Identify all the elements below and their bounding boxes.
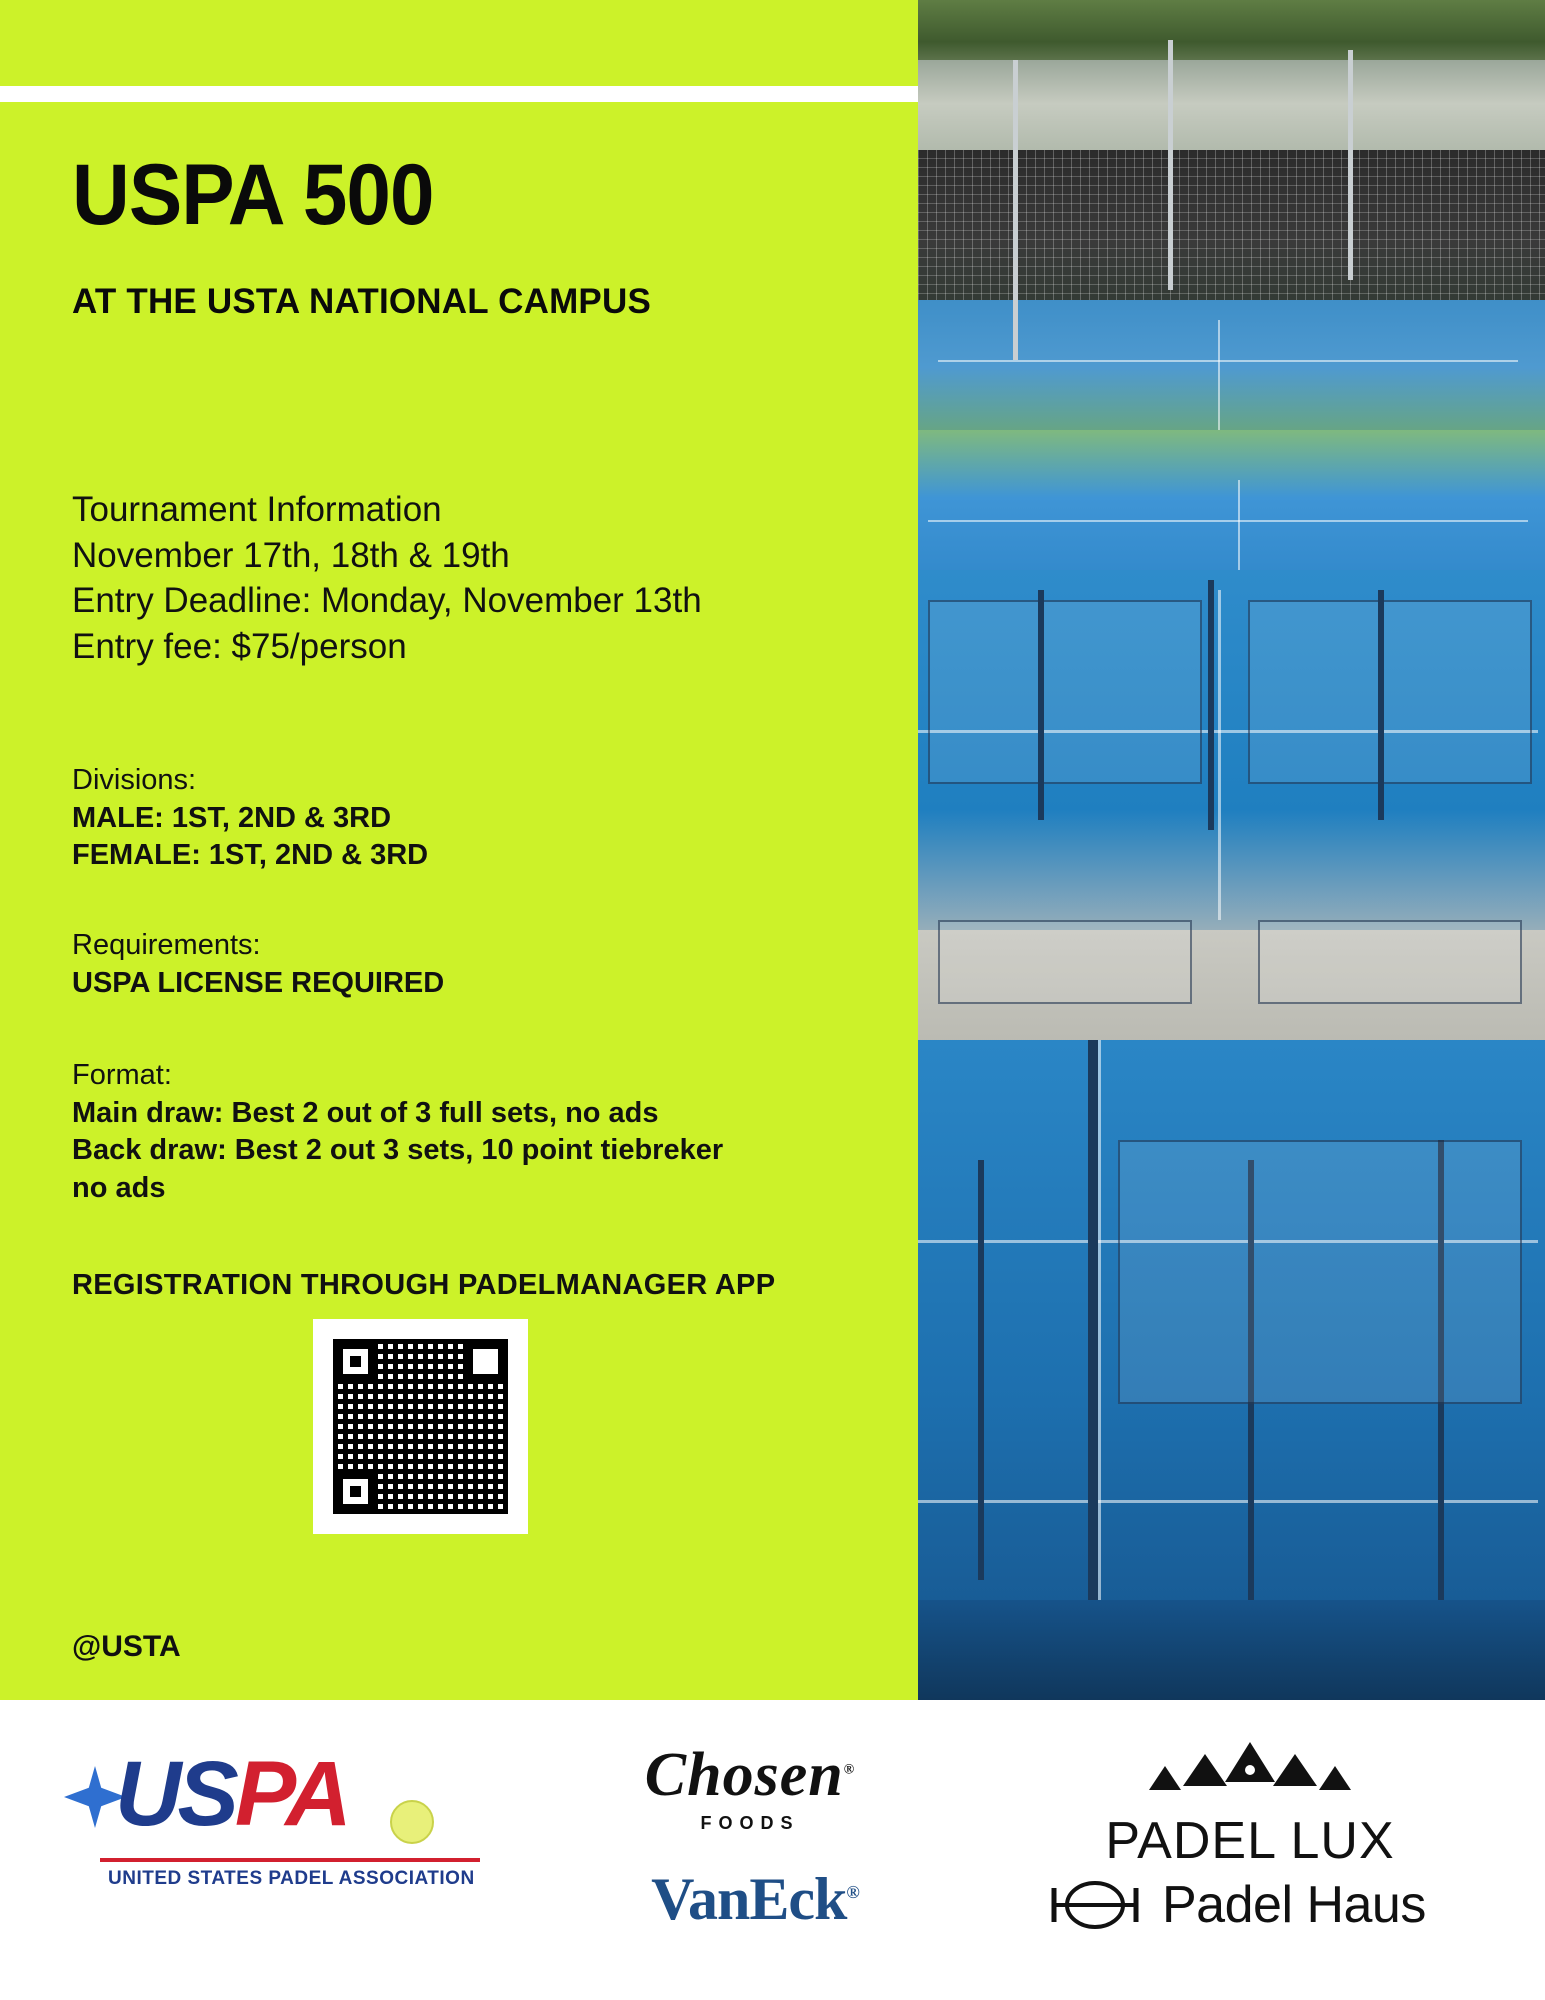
requirements-line-1: USPA LICENSE REQUIRED <box>72 966 445 999</box>
page-title: USPA 500 <box>72 147 434 243</box>
format-heading: Format: <box>72 1059 172 1091</box>
chosen-wordmark <box>600 1740 900 1811</box>
top-green-strip <box>0 0 918 86</box>
divisions-block <box>72 762 428 875</box>
info-deadline: Entry Deadline: Monday, November 13th <box>72 581 702 620</box>
light-pole-icon <box>1013 60 1018 360</box>
format-back-draw: Back draw: Best 2 out 3 sets, 10 point tiebreker <box>72 1134 724 1167</box>
padel-lux-wordmark: PADEL LUX <box>1105 1812 1395 1870</box>
social-handle[interactable]: @USTA <box>72 1630 181 1663</box>
padel-courts-photo <box>918 0 1545 1700</box>
page-subtitle: AT THE USTA NATIONAL CAMPUS <box>72 282 651 321</box>
ball-icon <box>390 1800 434 1844</box>
white-divider <box>0 86 918 102</box>
photo-shadow-area <box>918 1600 1545 1700</box>
sponsor-logo-vaneck <box>605 1865 905 1934</box>
registration-note: REGISTRATION THROUGH PADELMANAGER APP <box>72 1269 776 1301</box>
info-heading: Tournament Information <box>72 490 442 529</box>
format-main-draw: Main draw: Best 2 out of 3 full sets, no ads <box>72 1096 659 1129</box>
chosen-subword: FOODS <box>700 1813 800 1833</box>
sponsor-logo-padel-haus <box>1050 1875 1470 1935</box>
uspa-tagline: UNITED STATES PADEL ASSOCIATION <box>108 1868 475 1889</box>
sponsor-logo-padel-lux <box>1060 1740 1440 1871</box>
crown-icon <box>1135 1740 1365 1800</box>
divisions-male: MALE: 1ST, 2ND & 3RD <box>72 801 392 834</box>
padel-haus-wordmark: Padel Haus <box>1162 1876 1426 1934</box>
uspa-word-part-2: PA <box>234 1743 348 1845</box>
requirements-heading: Requirements: <box>72 929 261 961</box>
vaneck-registered-mark: ® <box>846 1882 859 1902</box>
chosen-word: Chosen <box>644 1741 844 1809</box>
format-block <box>72 1057 723 1208</box>
light-pole-icon <box>1348 50 1353 280</box>
info-dates: November 17th, 18th & 19th <box>72 535 510 575</box>
info-fee: Entry fee: $75/person <box>72 626 407 666</box>
qr-code-container[interactable] <box>313 1319 528 1534</box>
divisions-heading: Divisions: <box>72 764 197 796</box>
sponsor-strip <box>0 1700 1545 2000</box>
format-back-draw-cont: no ads <box>72 1172 166 1205</box>
green-content-panel <box>0 102 918 1590</box>
sponsor-logo-chosen-foods <box>600 1740 900 1834</box>
uspa-word-part-1: US <box>115 1743 235 1845</box>
uspa-divider <box>100 1858 480 1862</box>
tournament-info-block <box>72 487 702 669</box>
qr-code-icon[interactable] <box>333 1339 508 1514</box>
vaneck-wordmark: VanEck <box>651 1866 847 1932</box>
sponsor-logo-uspa <box>60 1730 520 1920</box>
chosen-registered-mark: ® <box>843 1762 856 1778</box>
divisions-female: FEMALE: 1ST, 2ND & 3RD <box>72 839 429 872</box>
requirements-block <box>72 927 444 1002</box>
padel-haus-mark-icon <box>1050 1876 1140 1934</box>
uspa-wordmark <box>115 1743 348 1845</box>
photo-main-court <box>918 570 1545 970</box>
light-pole-icon <box>1168 40 1173 290</box>
